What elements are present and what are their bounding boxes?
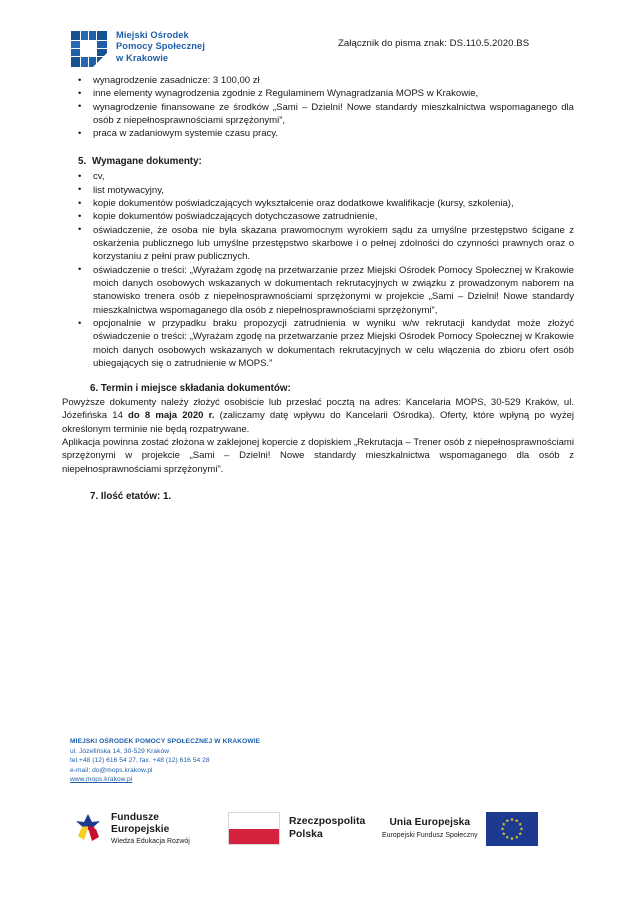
mops-logo-block (71, 30, 205, 67)
mops-logo-icon (71, 31, 107, 67)
logo-line-2: Pomocy Społecznej (116, 41, 206, 52)
mops-logo-text (116, 30, 205, 64)
list-item: • wynagrodzenie finansowane ze środków „Sami – Dzielni! Nowe standardy mieszkalnictwa wspomaganego dla osób z niepełnosprawnościami sprzężonymi”, (62, 101, 574, 128)
document-header (0, 28, 636, 74)
list-item: • wynagrodzenie zasadnicze: 3 100,00 zł (62, 74, 574, 87)
unia-europejska-logo (382, 812, 538, 846)
section-5-heading (62, 155, 574, 169)
rzeczpospolita-line-1: Rzeczpospolita (289, 815, 366, 827)
required-documents-list (62, 170, 574, 370)
footer-logo-strip (0, 806, 636, 862)
section-7-heading: 7. Ilość etatów: 1. (90, 491, 172, 503)
footer-phone: tel.+48 (12) 616 54 27, fax. +48 (12) 616 54 28 (70, 757, 210, 765)
fundusze-europejskie-logo (72, 812, 190, 848)
fundusze-line-3: Wiedza Edukacja Rozwój (111, 838, 190, 846)
unia-line-1: Unia Europejska (389, 816, 471, 828)
section-5-title: Wymagane dokumenty: (92, 156, 202, 168)
fundusze-line-2: Europejskie (111, 823, 170, 835)
unia-line-2: Europejski Fundusz Społeczny (382, 831, 478, 839)
section-6-text-part-2: (zaliczamy datę wpływu do Kancelarii Ośrodka). Oferty, które wpłyną po wyżej określonym terminie nie będą rozpatrywane. (62, 410, 575, 435)
document-reference: Załącznik do pisma znak: DS.110.5.2020.BS (338, 38, 530, 49)
fundusze-line-1: Fundusze (111, 812, 159, 824)
section-6-paragraph-1 (62, 396, 574, 436)
footer-address: ul. Józefińska 14, 30-529 Kraków (70, 747, 170, 755)
fundusze-europejskie-star-icon (72, 812, 104, 848)
salary-bullet-list (62, 74, 574, 141)
list-item: • list motywacyjny, (62, 184, 574, 197)
polish-flag-icon (228, 812, 280, 845)
list-item: • kopie dokumentów poświadczających wykształcenie oraz dodatkowe kwalifikacje (kursy, szkolenia), (62, 197, 574, 210)
logo-line-1: Miejski Ośrodek (116, 30, 189, 40)
section-6-text-part-1: Powyższe dokumenty należy złożyć osobiście lub przesłać pocztą na adres: Kancelaria MOPS, 30-529 Kraków, ul. Józefińska 14 (62, 397, 574, 422)
list-item: • cv, (62, 170, 574, 183)
document-body (62, 74, 574, 504)
rzeczpospolita-text (289, 816, 365, 841)
rzeczpospolita-line-2: Polska (289, 828, 323, 840)
footer-email: e-mail: do@mops.krakow.pl (70, 766, 153, 774)
rzeczpospolita-polska-logo (228, 812, 365, 845)
list-item: • oświadczenie, że osoba nie była skazana prawomocnym wyrokiem sądu za umyślne przestępstwo ścigane z oskarżenia publicznego lub umyślne przestępstwo skarbowe i o pełnej zdolności do czynności prawnych oraz o korzystaniu z pełni praw publicznych. (62, 224, 574, 264)
list-item: • oświadczenie o treści: „Wyrażam zgodę na przetwarzanie przez Miejski Ośrodek Pomocy Społecznej w Krakowie moich danych osobowych wskazanych w dokumentach rekrutacyjnych w związku z prowadzonym naborem na stanowisko trenera osób z niepełnosprawnościami sprzężonymi w projekcie „Sami – Dzielni! Nowe standardy mieszkalnictwa wspomaganego dla osób z niepełnosprawnościami sprzężonymi”, (62, 264, 574, 317)
eu-flag-icon (486, 812, 538, 846)
section-5-number: 5. (78, 156, 87, 168)
fundusze-europejskie-text (111, 812, 190, 848)
list-item: • kopie dokumentów poświadczających dotychczasowe zatrudnienie, (62, 210, 574, 223)
footer-contact-block (70, 737, 260, 785)
submission-deadline: do 8 maja 2020 r. (128, 410, 215, 422)
logo-line-3: w Krakowie (116, 52, 169, 63)
footer-website-link[interactable]: www.mops.krakow.pl (70, 776, 133, 784)
section-6-heading: 6. Termin i miejsce składania dokumentów: (90, 383, 291, 395)
list-item: • inne elementy wynagrodzenia zgodnie z Regulaminem Wynagradzania MOPS w Krakowie, (62, 87, 574, 100)
unia-europejska-text (382, 817, 478, 842)
section-6-paragraph-2: Aplikacja powinna zostać złożona w zaklejonej kopercie z dopiskiem „Rekrutacja – Trener osób z niepełnosprawnościami sprzężonymi w projekcie „Sami – Dzielni! Nowe standardy mieszkalnictwa wspomaganego dla osób z niepełnosprawnościami sprzężonymi”. (62, 437, 574, 475)
list-item: • praca w zadaniowym systemie czasu pracy. (62, 127, 574, 140)
footer-organization-name: MIEJSKI OŚRODEK POMOCY SPOŁECZNEJ W KRAKOWIE (70, 738, 261, 745)
list-item: • opcjonalnie w przypadku braku propozycji zatrudnienia w wyniku w/w rekrutacji kandydat może złożyć oświadczenie o treści: „Wyrażam zgodę na przetwarzanie przez Miejski Ośrodek Pomocy Społecznej w Krakowie moich danych osobowych wskazanych w dokumentach rekrutacyjnych w celu włączenia do zbioru ofert osób ubiegających się o zatrudnienie w MOPS.” (62, 317, 574, 370)
